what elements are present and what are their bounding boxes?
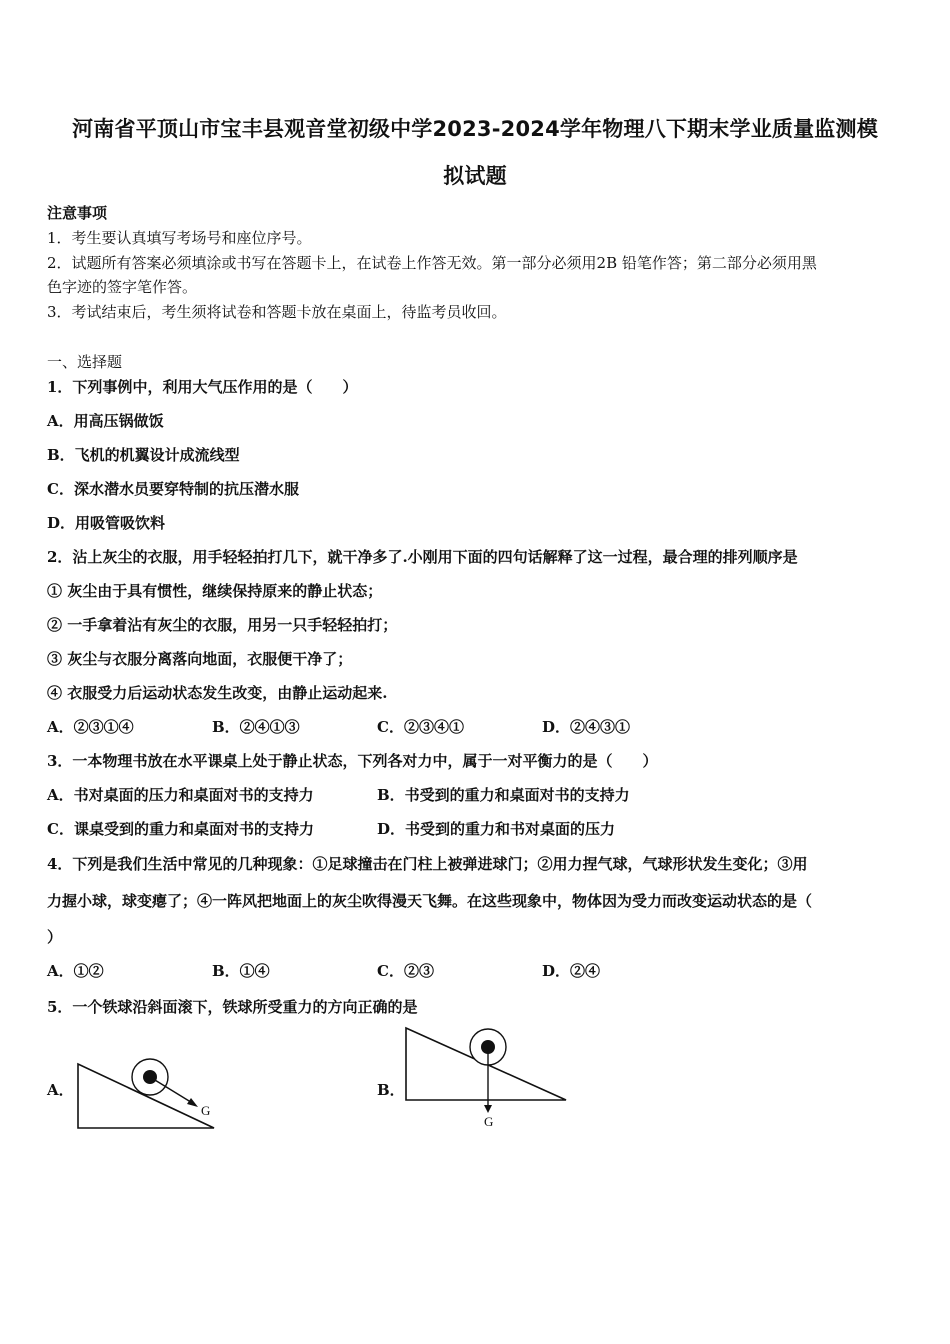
q3-option-d: D．书受到的重力和书对桌面的压力: [377, 820, 616, 838]
q2-statement-3: ③ 灰尘与衣服分离落向地面，衣服便干净了；: [47, 650, 353, 668]
exam-title-line2: 拟试题: [443, 164, 507, 188]
notice-item-3: 3．考试结束后，考生须将试卷和答题卡放在桌面上，待监考员收回。: [47, 303, 507, 321]
q4-option-c: C．②③: [377, 962, 434, 980]
gravity-label: G: [201, 1103, 211, 1118]
q4-stem-line1: 4．下列是我们生活中常见的几种现象：①足球撞击在门柱上被弹进球门；②用力捏气球，气球形状发生变化；③用: [47, 855, 808, 873]
q1-option-d: D．用吸管吸饮料: [47, 514, 166, 532]
q2-option-c: C．②③④①: [377, 718, 464, 736]
notice-heading: 注意事项: [47, 204, 108, 222]
q5-figure-b-incline: [398, 1022, 578, 1132]
q3-option-a: A．书对桌面的压力和桌面对书的支持力: [47, 786, 314, 804]
notice-item-2-cont: 色字迹的签字笔作答。: [47, 278, 198, 296]
q1-option-a: A．用高压锅做饭: [47, 412, 164, 430]
q2-statement-1: ① 灰尘由于具有惯性，继续保持原来的静止状态；: [47, 582, 383, 600]
q4-option-b: B．①④: [212, 962, 270, 980]
q1-stem: 1．下列事例中，利用大气压作用的是（ ）: [47, 378, 358, 396]
q5-option-b-label: B．: [377, 1081, 405, 1099]
q5-stem: 5．一个铁球沿斜面滚下，铁球所受重力的方向正确的是: [47, 998, 418, 1016]
q5-figure-a-incline: [70, 1050, 230, 1140]
q4-stem-line2: 力握小球，球变瘪了；④一阵风把地面上的灰尘吹得漫天飞舞。在这些现象中，物体因为受力而改变运动状态的是（: [47, 892, 813, 910]
q2-option-a: A．②③①④: [47, 718, 134, 736]
q2-stem: 2．沾上灰尘的衣服，用手轻轻拍打几下，就干净多了.小刚用下面的四句话解释了这一过程，最合理的排列顺序是: [47, 548, 798, 566]
notice-item-2: 2．试题所有答案必须填涂或书写在答题卡上，在试卷上作答无效。第一部分必须用2B 铅笔作答；第二部分必须用黑: [47, 254, 817, 272]
q4-option-a: A．①②: [47, 962, 104, 980]
q5-option-a-label: A．: [47, 1081, 74, 1099]
gravity-label: G: [484, 1114, 494, 1129]
q3-option-c: C．课桌受到的重力和桌面对书的支持力: [47, 820, 314, 838]
gravity-arrow-head: [484, 1105, 492, 1113]
q3-option-b: B．书受到的重力和桌面对书的支持力: [377, 786, 630, 804]
exam-title-line1: 河南省平顶山市宝丰县观音堂初级中学2023-2024学年物理八下期末学业质量监测模: [72, 117, 878, 141]
gravity-arrow-head: [187, 1098, 198, 1107]
notice-item-1: 1．考生要认真填写考场号和座位序号。: [47, 229, 312, 247]
q3-stem: 3．一本物理书放在水平课桌上处于静止状态，下列各对力中，属于一对平衡力的是（ ）: [47, 752, 658, 770]
q2-option-d: D．②④③①: [542, 718, 631, 736]
section-heading: 一、选择题: [47, 353, 123, 371]
q1-option-b: B．飞机的机翼设计成流线型: [47, 446, 240, 464]
q2-option-b: B．②④①③: [212, 718, 300, 736]
q4-option-d: D．②④: [542, 962, 601, 980]
q1-option-c: C．深水潜水员要穿特制的抗压潜水服: [47, 480, 299, 498]
q2-statement-4: ④ 衣服受力后运动状态发生改变，由静止运动起来.: [47, 684, 388, 702]
q4-stem-line3: ）: [47, 928, 63, 946]
q2-statement-2: ② 一手拿着沾有灰尘的衣服，用另一只手轻轻拍打；: [47, 616, 398, 634]
